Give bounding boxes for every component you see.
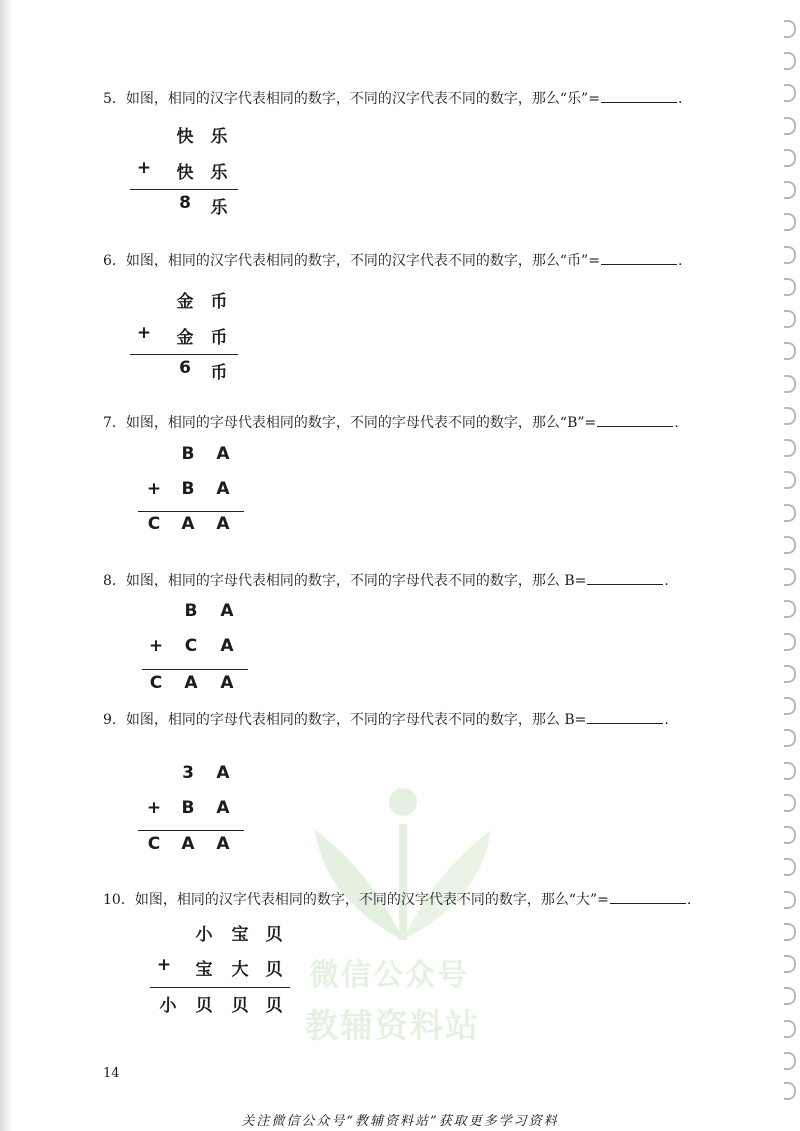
binding-ring-icon [784,600,796,618]
sum-line [150,987,290,988]
question-9 [103,709,669,729]
cell: 贝 [265,960,283,980]
answer-blank[interactable] [601,88,677,103]
question-text: 7．如图，相同的字母代表相同的数字，不同的字母代表不同的数字，那么“B”= [103,415,597,431]
problem-row-1 [142,444,342,468]
question-6 [103,250,682,270]
cell: 8 [179,193,191,213]
binding-ring-icon [784,1082,796,1100]
cell: C [147,514,161,534]
binding-ring-icon [784,504,796,522]
cell: 贝 [265,996,283,1016]
cell: 快 [176,127,194,147]
question-end: . [677,91,683,107]
cell: 贝 [231,996,249,1016]
cell: A [184,673,198,693]
problem-row-1 [142,763,342,787]
cell: + [146,479,162,499]
cell: B [181,798,195,818]
binding-ring-icon [784,923,796,941]
cell: + [136,158,152,178]
binding-ring-icon [784,568,796,586]
question-end: . [674,415,679,431]
binding-ring-icon [784,987,796,1005]
problem-row-2 [144,636,344,660]
problem-row-2 [130,158,330,182]
binding-ring-icon [784,407,796,425]
cell: 宝 [195,960,213,980]
binding-ring-icon [784,310,796,328]
cell: C [147,834,161,854]
cell: A [220,673,234,693]
binding-ring-icon [784,20,796,38]
problem-row-3 [142,834,342,858]
scan-shadow [0,0,14,1131]
cell: A [216,834,230,854]
problem-row-2 [152,955,352,979]
cell: A [220,601,234,621]
cell: 乐 [210,127,228,147]
binding-rings [784,20,798,1100]
problem-row-1 [130,122,330,146]
cell: + [156,955,172,975]
question-end: . [664,712,669,728]
sum-line [130,189,238,190]
question-end: . [677,253,683,269]
cell: 小 [195,925,213,945]
sum-line [142,669,248,670]
cell: 3 [182,763,194,783]
problem-row-3 [142,514,342,538]
cell: 金 [176,328,194,348]
problem-row-2 [142,479,342,503]
question-text: 9．如图，相同的字母代表相同的数字，不同的字母代表不同的数字，那么 B= [103,712,587,728]
binding-ring-icon [784,762,796,780]
page-number: 14 [103,1066,120,1081]
problem-row-2 [142,798,342,822]
cell: A [216,444,230,464]
answer-blank[interactable] [597,412,673,427]
binding-ring-icon [784,117,796,135]
binding-ring-icon [784,697,796,715]
question-10 [103,889,691,909]
cell: C [149,673,163,693]
cell: 快 [176,163,194,183]
binding-ring-icon [784,471,796,489]
sum-line [138,511,244,512]
binding-ring-icon [784,375,796,393]
sum-line [138,830,244,831]
problem-row-3 [152,991,352,1015]
cell: 小 [159,996,177,1016]
cell: 乐 [210,163,228,183]
binding-ring-icon [784,826,796,844]
binding-ring-icon [784,1020,796,1038]
question-text: 10．如图，相同的汉字代表相同的数字，不同的汉字代表不同的数字，那么“大”= [103,892,609,908]
question-5 [103,88,682,108]
cell: A [216,763,230,783]
binding-ring-icon [784,246,796,264]
binding-ring-icon [784,665,796,683]
cell: A [220,636,234,656]
binding-ring-icon [784,149,796,167]
cell: 宝 [231,925,249,945]
question-end: . [686,892,692,908]
answer-blank[interactable] [610,889,686,904]
problem-row-3 [130,193,330,217]
cell: A [216,514,230,534]
footer-note: 关注微信公众号“教辅资料站”获取更多学习资料 [241,1114,559,1129]
cell: A [181,834,195,854]
binding-ring-icon [784,633,796,651]
problem-row-3 [144,673,344,697]
cell: C [184,636,198,656]
answer-blank[interactable] [587,709,663,724]
problem-row-1 [130,287,330,311]
binding-ring-icon [784,213,796,231]
question-8 [103,570,669,590]
watermark-line1: 微信公众号 [309,958,469,993]
cell: A [216,479,230,499]
binding-ring-icon [784,52,796,70]
binding-ring-icon [784,278,796,296]
binding-ring-icon [784,536,796,554]
question-text: 8．如图，相同的字母代表相同的数字，不同的字母代表不同的数字，那么 B= [103,573,587,589]
cell: B [184,601,198,621]
cell: 贝 [265,925,283,945]
problem-row-2 [130,323,330,347]
question-7 [103,412,679,432]
problem-row-1 [152,920,352,944]
cell: + [146,798,162,818]
question-end: . [664,573,669,589]
answer-blank[interactable] [587,570,663,585]
cell: 6 [179,358,191,378]
answer-blank[interactable] [601,250,677,265]
binding-ring-icon [784,342,796,360]
cell: 乐 [210,198,228,218]
sum-line [130,354,238,355]
cell: B [181,444,195,464]
cell: 贝 [195,996,213,1016]
cell: 币 [210,363,228,383]
cell: 金 [176,292,194,312]
watermark-line2: 教辅资料站 [305,1006,480,1045]
binding-ring-icon [784,84,796,102]
binding-ring-icon [784,891,796,909]
binding-ring-icon [784,1052,796,1070]
binding-ring-icon [784,729,796,747]
binding-ring-icon [784,858,796,876]
binding-ring-icon [784,955,796,973]
cell: 币 [210,328,228,348]
binding-ring-icon [784,794,796,812]
question-text: 6．如图，相同的汉字代表相同的数字，不同的汉字代表不同的数字，那么“币”= [103,253,600,269]
problem-row-1 [144,601,344,625]
cell: + [136,323,152,343]
cell: 币 [210,292,228,312]
cell: B [181,479,195,499]
cell: + [148,636,164,656]
binding-ring-icon [784,439,796,457]
problem-row-3 [130,358,330,382]
question-text: 5．如图，相同的汉字代表相同的数字，不同的汉字代表不同的数字，那么“乐”= [103,91,600,107]
cell: A [216,798,230,818]
cell: A [181,514,195,534]
binding-ring-icon [784,181,796,199]
cell: 大 [231,960,249,980]
